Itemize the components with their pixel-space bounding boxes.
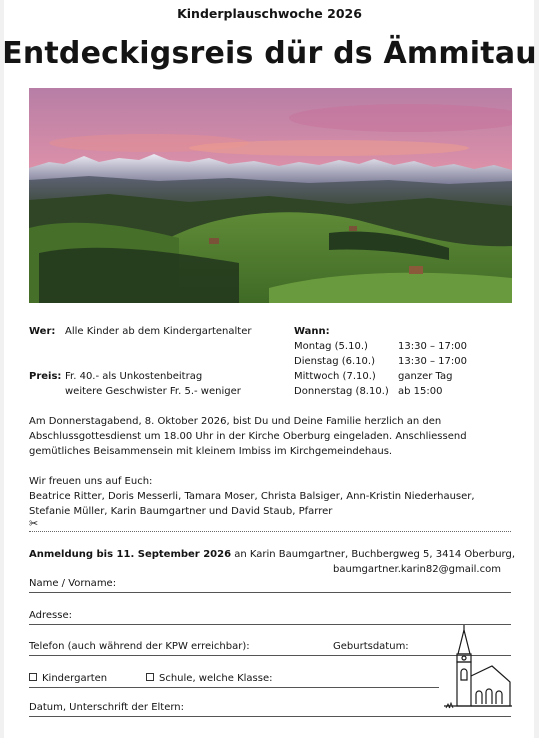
option-kindergarten[interactable] <box>29 673 107 685</box>
address-field-line[interactable] <box>29 624 511 625</box>
invitation-line: Abschlussgottesdienst um 18.00 Uhr in der Kirche Oberburg eingeladen. Anschliessend <box>29 431 467 442</box>
schedule-day: Donnerstag (8.10.) <box>294 386 389 397</box>
checkbox-icon[interactable] <box>29 673 37 681</box>
page-edge-left <box>0 0 4 738</box>
preis-label: Preis: <box>29 371 62 382</box>
team-intro: Wir freuen uns auf Euch: <box>29 476 153 487</box>
phone-field-label: Telefon (auch während der KPW erreichbar): <box>29 641 250 652</box>
schedule-time: 13:30 – 17:00 <box>398 341 467 352</box>
registration-email: baumgartner.karin82@gmail.com <box>333 564 501 575</box>
schedule-day: Montag (5.10.) <box>294 341 368 352</box>
schedule-time: ab 15:00 <box>398 386 443 397</box>
church-icon <box>440 624 514 712</box>
scissors-icon: ✂ <box>29 517 39 530</box>
cut-line <box>29 531 511 532</box>
option-school-label: Schule, welche Klasse: <box>159 673 273 684</box>
landscape-photo <box>29 88 512 303</box>
option-school[interactable] <box>146 673 273 685</box>
registration-address: an Karin Baumgartner, Buchbergweg 5, 3414 Oberburg, <box>234 549 515 560</box>
signature-field-line[interactable] <box>29 716 511 717</box>
team-line: Stefanie Müller, Karin Baumgartner und David Staub, Pfarrer <box>29 506 333 517</box>
checkbox-icon[interactable] <box>146 673 154 681</box>
preis-line-1: Fr. 40.- als Unkostenbeitrag <box>65 371 203 382</box>
address-field-label: Adresse: <box>29 610 72 621</box>
option-kindergarten-label: Kindergarten <box>42 673 108 684</box>
preis-line-2: weitere Geschwister Fr. 5.- weniger <box>65 386 241 397</box>
invitation-line: Am Donnerstagabend, 8. Oktober 2026, bist Du und Deine Familie herzlich an den <box>29 416 442 427</box>
signature-field-label: Datum, Unterschrift der Eltern: <box>29 702 185 713</box>
registration-deadline: Anmeldung bis 11. September 2026 <box>29 549 232 560</box>
name-field-line[interactable] <box>29 592 511 593</box>
main-title: Entdeckigsreis dür ds Ämmitau <box>2 36 537 71</box>
class-field-line[interactable] <box>29 687 439 688</box>
team-line: Beatrice Ritter, Doris Messerli, Tamara Moser, Christa Balsiger, Ann-Kristin Niederhauser, <box>29 491 475 502</box>
wann-label: Wann: <box>294 326 330 337</box>
wer-text: Alle Kinder ab dem Kindergartenalter <box>65 326 252 337</box>
event-label: Kinderplauschwoche 2026 <box>177 6 362 21</box>
birthdate-field-label: Geburtsdatum: <box>333 641 409 652</box>
registration-header <box>29 549 515 561</box>
invitation-line: gemütliches Beisammensein mit kleinem Imbiss im Kirchgemeindehaus. <box>29 446 393 457</box>
phone-field-line[interactable] <box>29 655 511 656</box>
wer-label: Wer: <box>29 326 56 337</box>
page-edge-right <box>534 0 539 738</box>
schedule-day: Dienstag (6.10.) <box>294 356 376 367</box>
name-field-label: Name / Vorname: <box>29 578 117 589</box>
schedule-time: ganzer Tag <box>398 371 453 382</box>
schedule-time: 13:30 – 17:00 <box>398 356 467 367</box>
schedule-day: Mittwoch (7.10.) <box>294 371 376 382</box>
